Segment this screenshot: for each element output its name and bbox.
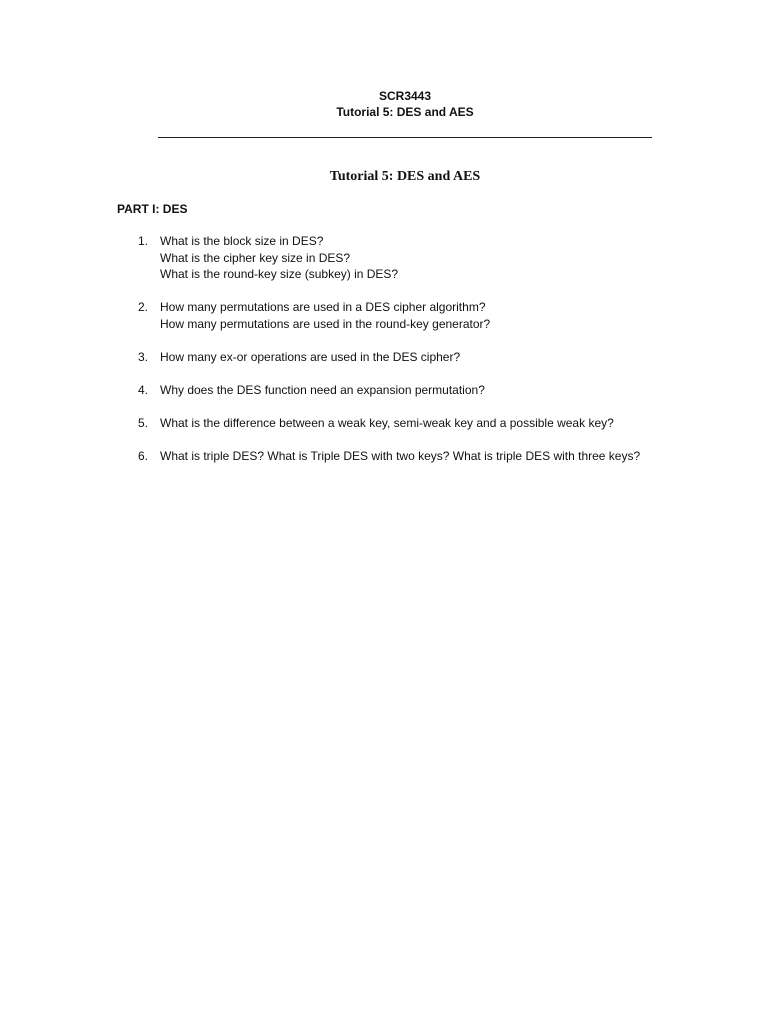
- question-number: 3.: [138, 349, 149, 364]
- question-text: What is the cipher key size in DES?: [160, 250, 351, 265]
- header-divider: [158, 137, 652, 138]
- question-text: What is the block size in DES?: [160, 234, 324, 248]
- question-text: Why does the DES function need an expansion permutation?: [160, 382, 485, 397]
- question-number: 6.: [138, 448, 149, 463]
- question-number: 1.: [138, 234, 149, 248]
- question-text: What is triple DES? What is Triple DES with two keys? What is triple DES with three keys?: [160, 448, 641, 463]
- question-item: [117, 299, 677, 332]
- question-text: How many ex-or operations are used in the DES cipher?: [160, 349, 461, 364]
- question-item: [117, 448, 677, 465]
- question-list: [117, 233, 677, 481]
- question-item: [117, 233, 677, 283]
- document-title: Tutorial 5: DES and AES: [329, 169, 481, 184]
- question-item: [117, 415, 677, 432]
- question-number: 5.: [138, 415, 149, 430]
- question-item: [117, 382, 677, 399]
- section-heading: PART I: DES: [117, 202, 188, 216]
- question-text: How many permutations are used in the round-key generator?: [160, 316, 491, 331]
- header-subtitle: Tutorial 5: DES and AES: [336, 105, 474, 119]
- question-number: 2.: [138, 300, 149, 314]
- question-item: [117, 349, 677, 366]
- question-number: 4.: [138, 382, 149, 397]
- page-header: [0, 88, 768, 120]
- question-text: How many permutations are used in a DES cipher algorithm?: [160, 300, 486, 314]
- question-text: What is the difference between a weak key, semi-weak key and a possible weak key?: [160, 415, 614, 430]
- question-text: What is the round-key size (subkey) in DES?: [160, 267, 399, 281]
- course-code: SCR3443: [378, 89, 432, 103]
